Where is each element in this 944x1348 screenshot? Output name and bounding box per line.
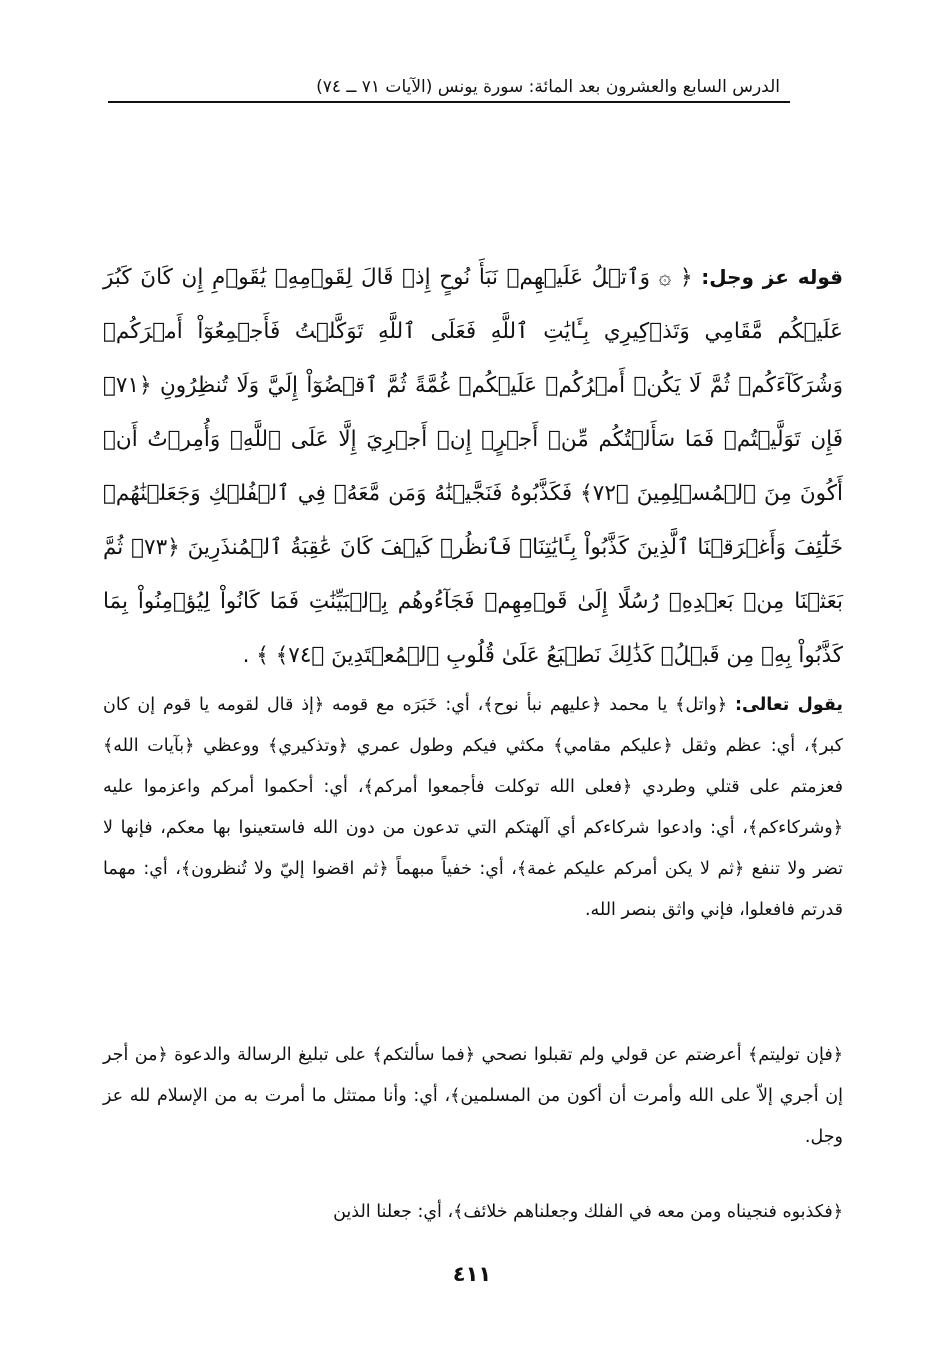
paragraph-lead: يقول تعالى: — [734, 695, 843, 715]
paragraph-text: ﴿فإن توليتم﴾ أعرضتم عن قولي ولم تقبلوا نصحي ﴿فما سألتكم﴾ على تبليغ الرسالة والدعوة ﴿من أجر إن أجري إلاّ على الله وأمرت أن أكون من المسلمين﴾، أي: وأنا ممتثل ما أمرت به من الإسلام لله عز وجل. — [103, 1045, 843, 1147]
quran-passage — [103, 250, 843, 683]
tafsir-paragraph-2 — [103, 1035, 843, 1158]
paragraph-text: ﴿واتل﴾ يا محمد ﴿عليهم نبأ نوح﴾، أي: خَبَرَه مع قومه ﴿إذ قال لقومه يا قوم إن كان كبر﴾، أي: عظم وثقل ﴿عليكم مقامي﴾ مكثي فيكم وطول عمري ﴿وتذكيري﴾ ووعظي ﴿بآيات الله﴾ فعزمتم على قتلي وطردي ﴿فعلى الله توكلت فأجمعوا أمركم﴾، أي: أحكموا أمركم واعزموا عليه ﴿وشركاءكم﴾، أي: وادعوا شركاءكم أي آلهتكم التي تدعون من دون الله فاستعينوا بها معكم، فإنها لا تضر ولا تنفع ﴿ثم لا يكن أمركم عليكم غمة﴾، أي: خفياً مبهماً ﴿ثم اقضوا إليّ ولا تُنظرون﴾، أي: مهما قدرتم فافعلوا، فإني واثق بنصر الله. — [103, 695, 843, 920]
quran-intro: قوله عز وجل: — [701, 265, 843, 289]
paragraph-text: ﴿فكذبوه فنجيناه ومن معه في الفلك وجعلناهم خلائف﴾، أي: جعلنا الذين — [333, 1202, 843, 1222]
running-header: الدرس السابع والعشرون بعد المائة: سورة يونس (الآيات ٧١ ــ ٧٤) — [316, 77, 780, 97]
page-number: ٤١١ — [452, 1262, 492, 1286]
header-rule — [108, 101, 790, 103]
quran-verses: ﴿ ۞ وَٱتۡلُ عَلَيۡهِمۡ نَبَأَ نُوحٍ إِذۡ قَالَ لِقَوۡمِهِۦ يَٰقَوۡمِ إِن كَانَ كَبُرَ عَلَيۡكُم مَّقَامِي وَتَذۡكِيرِي بِـَٔايَٰتِ ٱللَّهِ فَعَلَى ٱللَّهِ تَوَكَّلۡتُ فَأَجۡمِعُوٓاْ أَمۡرَكُمۡ وَشُرَكَآءَكُمۡ ثُمَّ لَا يَكُنۡ أَمۡرُكُمۡ عَلَيۡكُمۡ غُمَّةً ثُمَّ ٱقۡضُوٓاْ إِلَيَّ وَلَا تُنظِرُونِ ﴿٧١﴾ فَإِن تَوَلَّيۡتُمۡ فَمَا سَأَلۡتُكُم مِّنۡ أَجۡرٍۖ إِنۡ أَجۡرِيَ إِلَّا عَلَى ٱللَّهِۖ وَأُمِرۡتُ أَنۡ أَكُونَ مِنَ ٱلۡمُسۡلِمِينَ ﴿٧٢﴾ فَكَذَّبُوهُ فَنَجَّيۡنَٰهُ وَمَن مَّعَهُۥ فِي ٱلۡفُلۡكِ وَجَعَلۡنَٰهُمۡ خَلَٰٓئِفَ وَأَغۡرَقۡنَا ٱلَّذِينَ كَذَّبُواْ بِـَٔايَٰتِنَاۖ فَٱنظُرۡ كَيۡفَ كَانَ عَٰقِبَةُ ٱلۡمُنذَرِينَ ﴿٧٣﴾ ثُمَّ بَعَثۡنَا مِنۢ بَعۡدِهِۦ رُسُلًا إِلَىٰ قَوۡمِهِمۡ فَجَآءُوهُم بِٱلۡبَيِّنَٰتِ فَمَا كَانُواْ لِيُؤۡمِنُواْ بِمَا كَذَّبُواْ بِهِۦ مِن قَبۡلُۚ كَذَٰلِكَ نَطۡبَعُ عَلَىٰ قُلُوبِ ٱلۡمُعۡتَدِينَ ﴿٧٤﴾ ﴾ . — [103, 265, 843, 668]
tafsir-paragraph-1 — [103, 685, 843, 931]
tafsir-paragraph-3 — [103, 1192, 843, 1233]
